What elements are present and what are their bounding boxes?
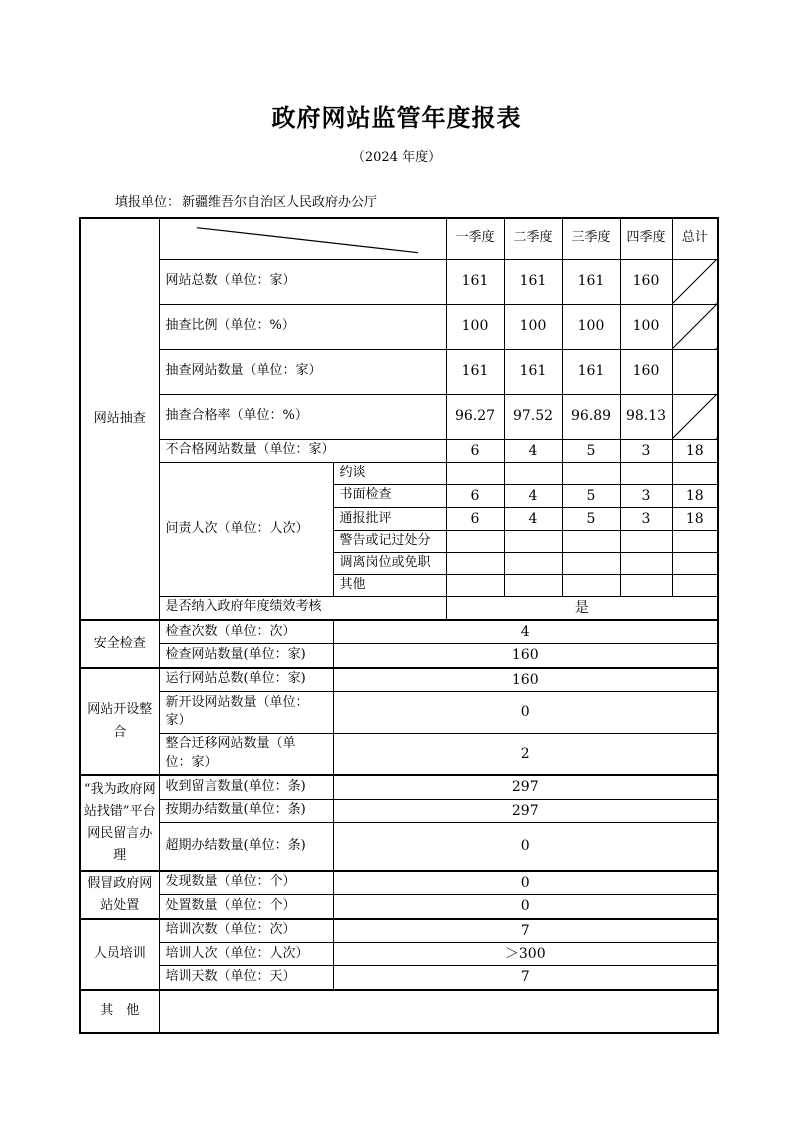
metric-label: 培训人次（单位：人次） xyxy=(159,943,333,966)
merged-value: 是 xyxy=(446,596,718,620)
merged-value: 4 xyxy=(333,620,718,644)
metric-label: 发现数量（单位：个） xyxy=(159,871,333,895)
table-row xyxy=(80,644,718,668)
quarter-header: 一季度 xyxy=(446,218,504,259)
table-row xyxy=(80,462,718,484)
metric-label: 抽查合格率（单位：%） xyxy=(159,394,446,439)
group-label-security-check: 安全检查 xyxy=(80,620,159,668)
quarter-value: 161 xyxy=(446,259,504,304)
table-row xyxy=(80,733,718,775)
filing-unit-line xyxy=(115,191,793,210)
table-row xyxy=(80,394,718,439)
group-label-personnel-training: 人员培训 xyxy=(80,919,159,990)
merged-value: 0 xyxy=(333,871,718,895)
quarter-value: 4 xyxy=(504,439,562,462)
quarter-value: 6 xyxy=(446,484,504,507)
table-row xyxy=(80,919,718,943)
merged-value: 0 xyxy=(333,823,718,871)
quarter-value: 160 xyxy=(620,349,672,394)
report-table xyxy=(79,217,719,1034)
merged-value: 297 xyxy=(333,775,718,799)
quarter-value xyxy=(504,462,562,484)
quarter-value xyxy=(446,574,504,596)
table-row xyxy=(80,668,718,692)
total-value xyxy=(672,574,718,596)
metric-label: 运行网站总数(单位：家) xyxy=(159,668,333,692)
quarter-value: 6 xyxy=(446,439,504,462)
filing-unit-label: 填报单位： xyxy=(115,195,181,210)
metric-label: 书面检查 xyxy=(333,484,446,507)
quarter-header: 二季度 xyxy=(504,218,562,259)
merged-value: 7 xyxy=(333,966,718,990)
quarter-value xyxy=(504,553,562,575)
quarter-value xyxy=(562,574,620,596)
quarter-value: 161 xyxy=(562,349,620,394)
merged-value: ＞300 xyxy=(333,943,718,966)
quarter-value: 161 xyxy=(446,349,504,394)
quarter-value: 97.52 xyxy=(504,394,562,439)
quarter-value: 100 xyxy=(562,304,620,349)
quarter-header: 四季度 xyxy=(620,218,672,259)
quarter-value xyxy=(620,531,672,553)
table-row xyxy=(80,349,718,394)
page-title: 政府网站监管年度报表 xyxy=(271,104,522,132)
table-row xyxy=(80,596,718,620)
metric-label: 整合迁移网站数量（单位：家） xyxy=(159,733,333,775)
merged-value: 297 xyxy=(333,799,718,822)
quarter-value: 3 xyxy=(620,507,672,530)
table-row xyxy=(80,895,718,919)
quarter-value xyxy=(620,574,672,596)
table-row xyxy=(80,218,718,259)
quarter-value xyxy=(504,531,562,553)
quarter-value xyxy=(446,462,504,484)
metric-label: 网站总数（单位：家） xyxy=(159,259,446,304)
quarter-value xyxy=(562,531,620,553)
quarter-value xyxy=(504,574,562,596)
quarter-value: 3 xyxy=(620,439,672,462)
total-value: 18 xyxy=(672,484,718,507)
table-row xyxy=(80,304,718,349)
quarter-value xyxy=(562,462,620,484)
table-row xyxy=(80,439,718,462)
group-label-other: 其 他 xyxy=(80,990,159,1033)
total-value xyxy=(672,349,718,394)
group-label-spot-check: 网站抽查 xyxy=(80,218,159,620)
group-label-fake-site-disposal: 假冒政府网站处置 xyxy=(80,871,159,919)
group-label-site-integration: 网站开设整合 xyxy=(80,668,159,776)
table-row xyxy=(80,691,718,733)
table-row xyxy=(80,823,718,871)
quarter-value: 100 xyxy=(446,304,504,349)
quarter-value: 5 xyxy=(562,507,620,530)
quarter-value xyxy=(620,553,672,575)
metric-label: 警告或记过处分 xyxy=(333,531,446,553)
table-row xyxy=(80,775,718,799)
metric-label: 不合格网站数量（单位：家） xyxy=(159,439,446,462)
metric-label: 培训次数（单位：次） xyxy=(159,919,333,943)
merged-value: 0 xyxy=(333,691,718,733)
quarter-value: 5 xyxy=(562,439,620,462)
quarter-value: 3 xyxy=(620,484,672,507)
total-header: 总计 xyxy=(672,218,718,259)
merged-value: 0 xyxy=(333,895,718,919)
metric-label: 超期办结数量(单位：条) xyxy=(159,823,333,871)
quarter-value: 4 xyxy=(504,484,562,507)
quarter-value: 100 xyxy=(504,304,562,349)
quarter-value: 5 xyxy=(562,484,620,507)
metric-label: 按期办结数量(单位：条) xyxy=(159,799,333,822)
quarter-value: 6 xyxy=(446,507,504,530)
table-row xyxy=(80,990,718,1033)
quarter-value: 161 xyxy=(504,259,562,304)
group-label-feedback-platform: “我为政府网站找错”平台网民留言办理 xyxy=(80,775,159,870)
table-row xyxy=(80,871,718,895)
quarter-value xyxy=(446,531,504,553)
quarter-value: 96.27 xyxy=(446,394,504,439)
metric-label: 通报批评 xyxy=(333,507,446,530)
metric-label: 其他 xyxy=(333,574,446,596)
quarter-value: 96.89 xyxy=(562,394,620,439)
metric-label: 检查网站数量(单位：家) xyxy=(159,644,333,668)
metric-label: 抽查网站数量（单位：家） xyxy=(159,349,446,394)
quarter-value xyxy=(562,553,620,575)
metric-label: 收到留言数量(单位：条) xyxy=(159,775,333,799)
page-subtitle: （2024 年度） xyxy=(351,150,442,165)
table-row xyxy=(80,799,718,822)
quarter-value: 100 xyxy=(620,304,672,349)
merged-value: 160 xyxy=(333,668,718,692)
total-value xyxy=(672,553,718,575)
table-row xyxy=(80,966,718,990)
na-slash xyxy=(672,304,718,349)
header-corner-cell xyxy=(159,218,446,259)
metric-label: 新开设网站数量（单位：家） xyxy=(159,691,333,733)
filing-unit-value: 新疆维吾尔自治区人民政府办公厅 xyxy=(182,195,378,210)
accountability-label: 问责人次（单位：人次） xyxy=(159,462,333,596)
quarter-value: 161 xyxy=(562,259,620,304)
quarter-header: 三季度 xyxy=(562,218,620,259)
table-row xyxy=(80,620,718,644)
table-row xyxy=(80,943,718,966)
na-slash xyxy=(672,259,718,304)
merged-value: 2 xyxy=(333,733,718,775)
metric-label: 抽查比例（单位：%） xyxy=(159,304,446,349)
metric-label: 是否纳入政府年度绩效考核 xyxy=(159,596,446,620)
total-value: 18 xyxy=(672,507,718,530)
na-slash xyxy=(672,394,718,439)
metric-label: 检查次数（单位：次） xyxy=(159,620,333,644)
metric-label: 处置数量（单位：个） xyxy=(159,895,333,919)
metric-label: 调离岗位或免职 xyxy=(333,553,446,575)
header-diagonal-line xyxy=(160,219,446,259)
total-value xyxy=(672,531,718,553)
quarter-value: 4 xyxy=(504,507,562,530)
quarter-value xyxy=(620,462,672,484)
total-value xyxy=(672,462,718,484)
quarter-value: 161 xyxy=(504,349,562,394)
metric-label: 培训天数（单位：天） xyxy=(159,966,333,990)
quarter-value: 160 xyxy=(620,259,672,304)
metric-label: 约谈 xyxy=(333,462,446,484)
other-content-cell xyxy=(159,990,718,1033)
merged-value: 160 xyxy=(333,644,718,668)
total-value: 18 xyxy=(672,439,718,462)
merged-value: 7 xyxy=(333,919,718,943)
quarter-value xyxy=(446,553,504,575)
table-row xyxy=(80,259,718,304)
quarter-value: 98.13 xyxy=(620,394,672,439)
